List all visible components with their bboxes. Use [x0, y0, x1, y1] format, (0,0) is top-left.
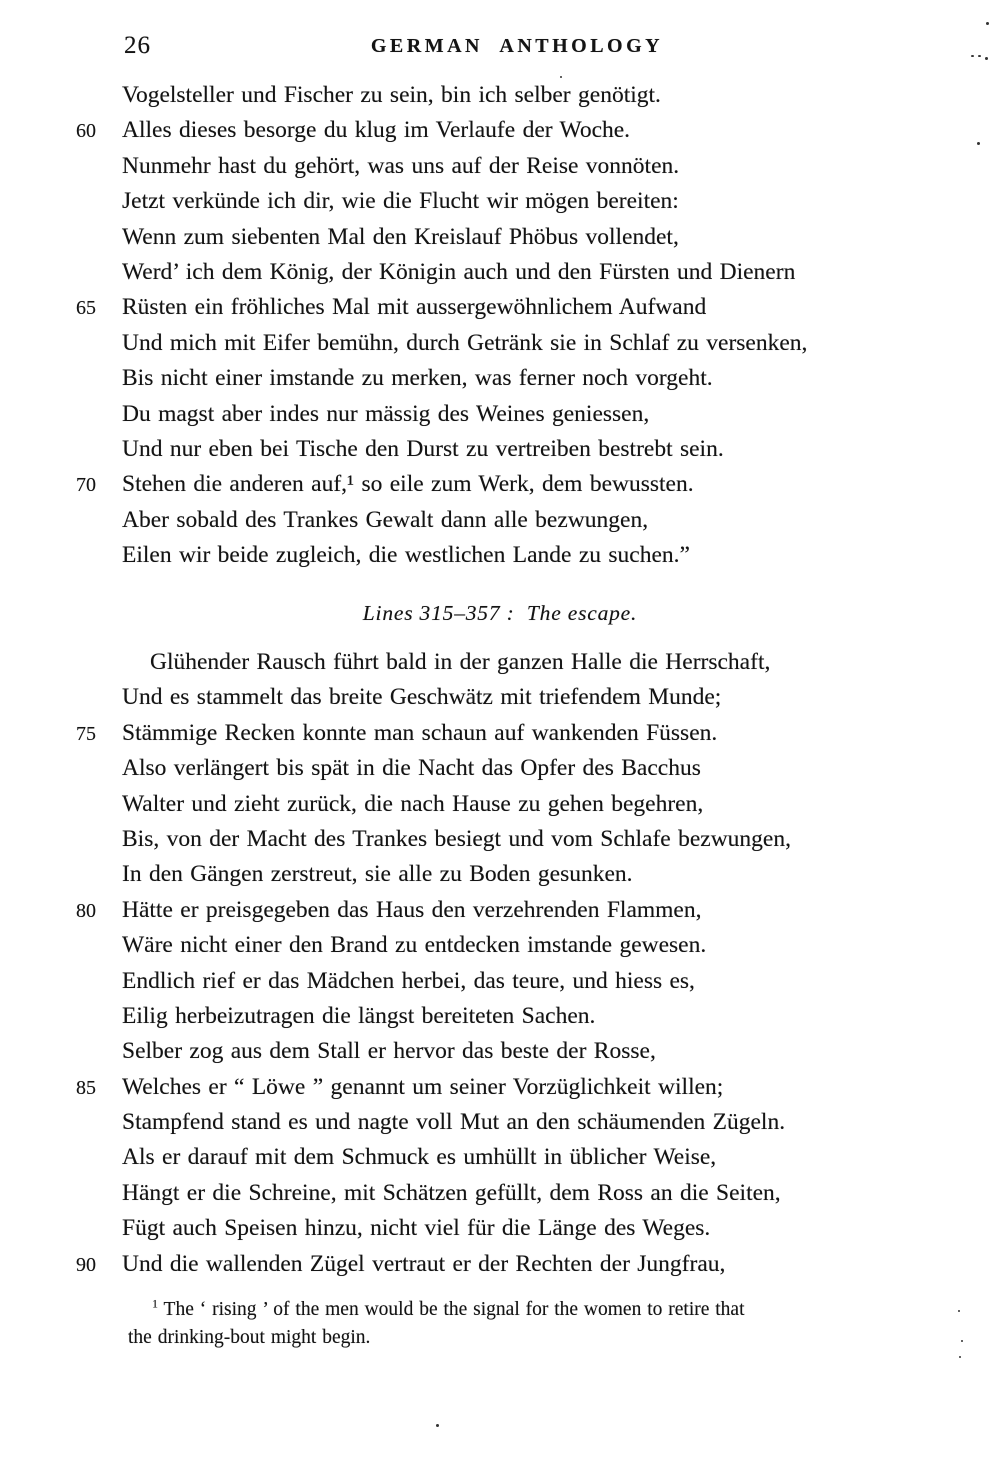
line-text: Rüsten ein fröhliches Mal mit aussergewöhnlichem Aufwand	[122, 294, 707, 321]
poem-line	[122, 149, 962, 184]
line-number: 60	[76, 120, 96, 143]
line-text: Wäre nicht einer den Brand zu entdecken imstande gewesen.	[122, 932, 707, 959]
poem-section-after-heading	[76, 645, 962, 1282]
line-text: Alles dieses besorge du klug im Verlaufe der Woche.	[122, 117, 631, 144]
poem-line	[122, 787, 962, 822]
line-text: Bis nicht einer imstande zu merken, was ferner noch vorgeht.	[122, 365, 713, 392]
poem-line	[122, 928, 962, 963]
line-number: 70	[76, 474, 96, 497]
section-heading: Lines 315–357 : The escape.	[362, 601, 638, 625]
poem-line	[122, 184, 962, 219]
scan-speck	[958, 1310, 960, 1312]
poem-line	[122, 751, 962, 786]
running-title: GERMAN ANTHOLOGY	[370, 35, 664, 57]
line-text: Du magst aber indes nur mässig des Weines geniessen,	[122, 400, 650, 427]
line-text: Endlich rief er das Mädchen herbei, das teure, und hiess es,	[122, 967, 695, 994]
line-text: Und es stammelt das breite Geschwätz mit triefendem Munde;	[122, 684, 722, 711]
line-text: Hängt er die Schreine, mit Schätzen gefüllt, dem Ross an die Seiten,	[122, 1179, 781, 1206]
poem-section-before-heading	[76, 78, 962, 573]
poem-line	[76, 893, 962, 928]
poem-line	[122, 857, 962, 892]
line-text: Werd’ ich dem König, der Königin auch und den Fürsten und Dienern	[122, 258, 796, 285]
scan-speck	[985, 57, 988, 60]
page-header	[0, 32, 1000, 64]
footnote-text: The ‘ rising ’ of the men would be the signal for the women to retire that	[163, 1299, 745, 1320]
poem-line	[76, 1070, 962, 1105]
poem-line	[122, 503, 962, 538]
poem-line	[122, 645, 962, 680]
scan-speck	[977, 142, 980, 145]
line-text: Also verlängert bis spät in die Nacht das Opfer des Bacchus	[122, 755, 701, 782]
poem-line	[122, 397, 962, 432]
line-text: Bis, von der Macht des Trankes besiegt und vom Schlafe bezwungen,	[122, 825, 791, 852]
line-text: Aber sobald des Trankes Gewalt dann alle bezwungen,	[122, 506, 649, 533]
page-number: 26	[124, 32, 151, 59]
line-text: Eilig herbeizutragen die längst bereiteten Sachen.	[122, 1002, 596, 1029]
line-text: Und nur eben bei Tische den Durst zu vertreiben bestrebt sein.	[122, 435, 724, 462]
poem-line	[122, 964, 962, 999]
scan-speck	[961, 1340, 963, 1342]
poem-line	[122, 1105, 962, 1140]
line-text: Jetzt verkünde ich dir, wie die Flucht wir mögen bereiten:	[122, 188, 679, 215]
line-text: Eilen wir beide zugleich, die westlichen Lande zu suchen.”	[122, 542, 690, 569]
footnote-line-1	[128, 1296, 948, 1324]
poem-line	[76, 716, 962, 751]
poem-line	[76, 290, 962, 325]
line-number: 90	[76, 1253, 96, 1276]
poem-line	[122, 1140, 962, 1175]
line-number: 85	[76, 1076, 96, 1099]
line-text: Vogelsteller und Fischer zu sein, bin ich selber genötigt.	[122, 82, 661, 108]
line-number: 65	[76, 297, 96, 320]
poem-line	[122, 432, 962, 467]
footnote-line-2: the drinking-bout might begin.	[128, 1327, 371, 1348]
poem-line	[122, 220, 962, 255]
line-text: Wenn zum siebenten Mal den Kreislauf Phöbus vollendet,	[122, 223, 679, 250]
poem-line	[122, 538, 962, 573]
line-text: Stampfend stand es und nagte voll Mut an den schäumenden Zügeln.	[122, 1109, 786, 1136]
poem-line	[76, 1247, 962, 1282]
poem-line	[122, 255, 962, 290]
line-text: Fügt auch Speisen hinzu, nicht viel für die Länge des Weges.	[122, 1215, 711, 1242]
scan-speck	[436, 1424, 439, 1427]
poem-line	[122, 1211, 962, 1246]
poem-line	[122, 361, 962, 396]
line-text: Stämmige Recken konnte man schaun auf wankenden Füssen.	[122, 719, 718, 746]
poem-line	[122, 680, 962, 715]
line-text: Walter und zieht zurück, die nach Hause zu gehen begehren,	[122, 790, 704, 817]
line-text: Glühender Rausch führt bald in der ganzen Halle die Herrschaft,	[150, 649, 771, 675]
poem-line	[76, 467, 962, 502]
poem-line	[122, 326, 962, 361]
line-text: Und die wallenden Zügel vertraut er der Rechten der Jungfrau,	[122, 1250, 726, 1277]
line-text: Stehen die anderen auf,¹ so eile zum Werk, dem bewussten.	[122, 471, 694, 498]
scan-speck	[971, 55, 974, 57]
footnote-marker: 1	[152, 1296, 158, 1311]
line-text: Hätte er preisgegeben das Haus den verzehrenden Flammen,	[122, 896, 702, 923]
line-text: Nunmehr hast du gehört, was uns auf der Reise vonnöten.	[122, 152, 680, 179]
scan-speck	[978, 55, 981, 57]
scan-speck	[986, 22, 989, 25]
line-number: 75	[76, 722, 96, 745]
footnote	[128, 1296, 948, 1352]
line-text: Welches er “ Löwe ” genannt um seiner Vorzüglichkeit willen;	[122, 1073, 724, 1100]
poem-line	[122, 1034, 962, 1069]
line-text: Selber zog aus dem Stall er hervor das beste der Rosse,	[122, 1038, 656, 1065]
line-text: Und mich mit Eifer bemühn, durch Getränk sie in Schlaf zu versenken,	[122, 329, 808, 356]
line-text: Als er darauf mit dem Schmuck es umhüllt in üblicher Weise,	[122, 1144, 717, 1171]
poem-line	[122, 78, 962, 113]
line-number: 80	[76, 899, 96, 922]
poem-line	[76, 113, 962, 148]
poem-line	[122, 999, 962, 1034]
poem-line	[122, 822, 962, 857]
poem-line	[122, 1176, 962, 1211]
scan-speck	[959, 1356, 961, 1358]
scan-speck	[560, 76, 562, 78]
line-text: In den Gängen zerstreut, sie alle zu Boden gesunken.	[122, 861, 633, 888]
